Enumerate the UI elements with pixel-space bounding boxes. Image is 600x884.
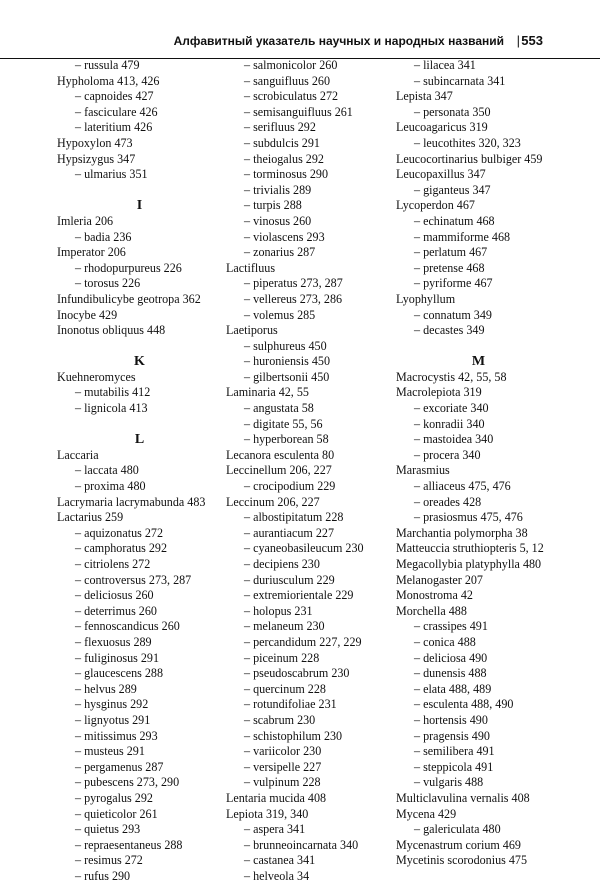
- index-entry: Infundibulicybe geotropa 362: [57, 291, 201, 306]
- index-subentry: – procera 340: [414, 447, 481, 462]
- index-subentry: – aurantiacum 227: [244, 525, 335, 540]
- index-subentry: – oreades 428: [414, 494, 482, 509]
- index-entry: Lactarius 259: [57, 510, 124, 525]
- index-subentry: – semilibera 491: [414, 744, 495, 759]
- index-subentry: – fennoscandicus 260: [75, 619, 180, 634]
- index-subentry: – capnoides 427: [75, 89, 154, 104]
- spacer: [57, 417, 222, 433]
- index-entry: Matteuccia struthiopteris 5, 12: [396, 541, 544, 556]
- index-entry: Mycena 429: [396, 806, 457, 821]
- index-subentry: – torosus 226: [75, 276, 141, 291]
- index-subentry: – violascens 293: [244, 229, 325, 244]
- index-entry: Lecanora esculenta 80: [226, 447, 335, 462]
- index-subentry: – pretense 468: [414, 260, 485, 275]
- index-subentry: – quietus 293: [75, 822, 141, 837]
- index-subentry: – elata 488, 489: [414, 681, 492, 696]
- index-entry: Morchella 488: [396, 603, 467, 618]
- section-letter: K: [134, 354, 145, 370]
- index-subentry: – zonarius 287: [244, 245, 316, 260]
- index-subentry: – digitate 55, 56: [244, 416, 323, 431]
- index-subentry: – lateritium 426: [75, 120, 153, 135]
- index-subentry: – huroniensis 450: [244, 354, 330, 369]
- index-entry: Leccinellum 206, 227: [226, 463, 332, 478]
- index-subentry: – deterrimus 260: [75, 603, 157, 618]
- index-entry: Monostroma 42: [396, 588, 473, 603]
- index-entry: Laccaria: [57, 447, 99, 462]
- index-subentry: – rhodopurpureus 226: [75, 260, 182, 275]
- index-subentry: – fuliginosus 291: [75, 650, 159, 665]
- index-entry: Multiclavulina vernalis 408: [396, 790, 530, 805]
- index-subentry: – salmonicolor 260: [244, 58, 338, 72]
- index-entry: Lepista 347: [396, 89, 453, 104]
- index-subentry: – perlatum 467: [414, 245, 488, 260]
- index-entry: Melanogaster 207: [396, 572, 483, 587]
- index-entry: Marchantia polymorpha 38: [396, 525, 528, 540]
- index-subentry: – vulgaris 488: [414, 775, 484, 790]
- index-subentry: – lilacea 341: [414, 58, 476, 72]
- index-entry: Macrolepiota 319: [396, 385, 482, 400]
- index-subentry: – pseudoscabrum 230: [244, 666, 350, 681]
- index-subentry: – echinatum 468: [414, 213, 495, 228]
- index-subentry: – camphoratus 292: [75, 541, 168, 556]
- header-title: Алфавитный указатель научных и народных названий: [173, 34, 504, 48]
- index-entry: Hypoxylon 473: [57, 135, 133, 150]
- index-entry: Leucopaxillus 347: [396, 167, 486, 182]
- index-subentry: – lignyotus 291: [75, 712, 151, 727]
- index-subentry: – melaneum 230: [244, 619, 325, 634]
- index-entry: Leccinum 206, 227: [226, 494, 320, 509]
- index-subentry: – duriusculum 229: [244, 572, 335, 587]
- index-entry: Lacrymaria lacrymabunda 483: [57, 494, 206, 509]
- index-subentry: – mitissimus 293: [75, 728, 158, 743]
- index-subentry: – sanguifluus 260: [244, 73, 330, 88]
- index-subentry: – flexuosus 289: [75, 634, 152, 649]
- index-subentry: – konradii 340: [414, 416, 485, 431]
- index-subentry: – semisanguifluus 261: [244, 104, 353, 119]
- index-subentry: – mammiforme 468: [414, 229, 511, 244]
- index-subentry: – leucothites 320, 323: [414, 135, 521, 150]
- index-subentry: – subincarnata 341: [414, 73, 506, 88]
- index-entry: Megacollybia platyphylla 480: [396, 557, 542, 571]
- index-subentry: – russula 479: [75, 58, 140, 72]
- page-number: 553: [521, 33, 543, 48]
- index-subentry: – cyaneobasileucum 230: [244, 541, 364, 556]
- index-subentry: – fasciculare 426: [75, 104, 158, 119]
- index-entry: Marasmius: [396, 463, 450, 478]
- index-entry: Hypholoma 413, 426: [57, 73, 160, 88]
- index-subentry: – pergamenus 287: [75, 759, 164, 774]
- index-entry: Kuehneromyces: [57, 369, 136, 384]
- index-entry: Lentaria mucida 408: [226, 790, 327, 805]
- index-subentry: – turpis 288: [244, 198, 302, 213]
- index-entry: Laetiporus: [226, 323, 278, 338]
- index-subentry: – crocipodium 229: [244, 479, 336, 494]
- index-subentry: – brunneoincarnata 340: [244, 837, 359, 852]
- index-subentry: – laccata 480: [75, 463, 139, 478]
- index-entry: Lactifluus: [226, 260, 276, 275]
- index-subentry: – scrobiculatus 272: [244, 89, 339, 104]
- index-subentry: – controversus 273, 287: [75, 572, 192, 587]
- index-subentry: – resimus 272: [75, 853, 143, 868]
- index-subentry: – serifluus 292: [244, 120, 316, 135]
- index-subentry: – dunensis 488: [414, 666, 487, 681]
- index-entry: Hypsizygus 347: [57, 151, 136, 166]
- index-subentry: – prasiosmus 475, 476: [414, 510, 523, 525]
- index-subentry: – albostipitatum 228: [244, 510, 344, 525]
- index-subentry: – deliciosa 490: [414, 650, 488, 665]
- index-subentry: – rotundifoliae 231: [244, 697, 337, 712]
- index-subentry: – glaucescens 288: [75, 666, 163, 681]
- index-entry: Laminaria 42, 55: [226, 385, 309, 400]
- index-subentry: – holopus 231: [244, 603, 313, 618]
- index-subentry: – pragensis 490: [414, 728, 490, 743]
- index-subentry: – giganteus 347: [414, 182, 491, 197]
- index-subentry: – gilbertsonii 450: [244, 369, 330, 384]
- index-entry: Leucoagaricus 319: [396, 120, 488, 135]
- index-subentry: – aquizonatus 272: [75, 525, 163, 540]
- index-subentry: – pyrogalus 292: [75, 790, 153, 805]
- index-subentry: – vulpinum 228: [244, 775, 321, 790]
- index-subentry: – hortensis 490: [414, 712, 488, 727]
- index-subentry: – helvus 289: [75, 681, 137, 696]
- index-subentry: – percandidum 227, 229: [244, 634, 362, 649]
- index-entry: Leucocortinarius bulbiger 459: [396, 151, 543, 166]
- index-subentry: – steppicola 491: [414, 759, 494, 774]
- index-subentry: – castanea 341: [244, 853, 316, 868]
- section-letter: M: [471, 354, 486, 370]
- index-subentry: – aspera 341: [244, 822, 306, 837]
- section-letter: L: [134, 432, 145, 448]
- index-subentry: – proxima 480: [75, 479, 146, 494]
- index-subentry: – piperatus 273, 287: [244, 276, 343, 291]
- section-letter: I: [136, 198, 143, 214]
- index-subentry: – badia 236: [75, 229, 132, 244]
- index-subentry: – sulphureus 450: [244, 338, 327, 353]
- index-entry: Inonotus obliquus 448: [57, 323, 166, 338]
- index-subentry: – ulmarius 351: [75, 167, 148, 182]
- index-entry: Macrocystis 42, 55, 58: [396, 369, 507, 384]
- index-subentry: – angustata 58: [244, 401, 314, 416]
- index-subentry: – citriolens 272: [75, 557, 151, 571]
- index-subentry: – hyperborean 58: [244, 432, 329, 447]
- index-subentry: – variicolor 230: [244, 744, 322, 759]
- index-subentry: – esculenta 488, 490: [414, 697, 514, 712]
- spacer: [396, 339, 561, 355]
- index-entry: Imperator 206: [57, 245, 126, 260]
- index-column-1: [57, 58, 222, 884]
- index-entry: Mycenastrum corium 469: [396, 837, 521, 852]
- index-subentry: – subdulcis 291: [244, 135, 320, 150]
- index-subentry: – extremiorientale 229: [244, 588, 354, 603]
- index-subentry: – versipelle 227: [244, 759, 322, 774]
- index-column-2: [226, 58, 391, 884]
- index-subentry: – pubescens 273, 290: [75, 775, 180, 790]
- index-subentry: – vinosus 260: [244, 213, 312, 228]
- index-subentry: – mastoidea 340: [414, 432, 494, 447]
- index-subentry: – mutabilis 412: [75, 385, 151, 400]
- index-entry: Lyophyllum: [396, 291, 456, 306]
- running-header: [0, 32, 600, 59]
- index-subentry: – connatum 349: [414, 307, 492, 322]
- index-column-3: [396, 58, 561, 869]
- index-subentry: – decipiens 230: [244, 557, 320, 571]
- index-subentry: – personata 350: [414, 104, 491, 119]
- index-subentry: – vellereus 273, 286: [244, 291, 343, 306]
- index-subentry: – excoriate 340: [414, 401, 489, 416]
- index-entry: Imleria 206: [57, 213, 114, 228]
- index-subentry: – helveola 34: [244, 868, 310, 883]
- index-subentry: – alliaceus 475, 476: [414, 479, 511, 494]
- index-subentry: – conica 488: [414, 634, 476, 649]
- index-subentry: – lignicola 413: [75, 401, 148, 416]
- index-subentry: – scabrum 230: [244, 712, 316, 727]
- index-entry: Inocybe 429: [57, 307, 118, 322]
- index-subentry: – piceinum 228: [244, 650, 320, 665]
- spacer: [57, 183, 222, 199]
- index-subentry: – repraesentaneus 288: [75, 837, 183, 852]
- index-subentry: – crassipes 491: [414, 619, 488, 634]
- index-entry: Lycoperdon 467: [396, 198, 475, 213]
- index-subentry: – deliciosus 260: [75, 588, 154, 603]
- index-subentry: – theiogalus 292: [244, 151, 324, 166]
- spacer: [57, 339, 222, 355]
- index-subentry: – pyriforme 467: [414, 276, 493, 291]
- index-subentry: – decastes 349: [414, 323, 485, 338]
- index-entry: Mycetinis scorodonius 475: [396, 853, 528, 868]
- index-subentry: – schistophilum 230: [244, 728, 343, 743]
- index-subentry: – volemus 285: [244, 307, 316, 322]
- index-subentry: – trivialis 289: [244, 182, 312, 197]
- index-subentry: – torminosus 290: [244, 167, 328, 182]
- index-subentry: – quercinum 228: [244, 681, 326, 696]
- index-entry: Lepiota 319, 340: [226, 806, 309, 821]
- index-subentry: – musteus 291: [75, 744, 145, 759]
- index-subentry: – quieticolor 261: [75, 806, 158, 821]
- index-subentry: – rufus 290: [75, 868, 131, 883]
- index-subentry: – galericulata 480: [414, 822, 501, 837]
- header-separator: |: [516, 33, 520, 48]
- index-subentry: – hysginus 292: [75, 697, 149, 712]
